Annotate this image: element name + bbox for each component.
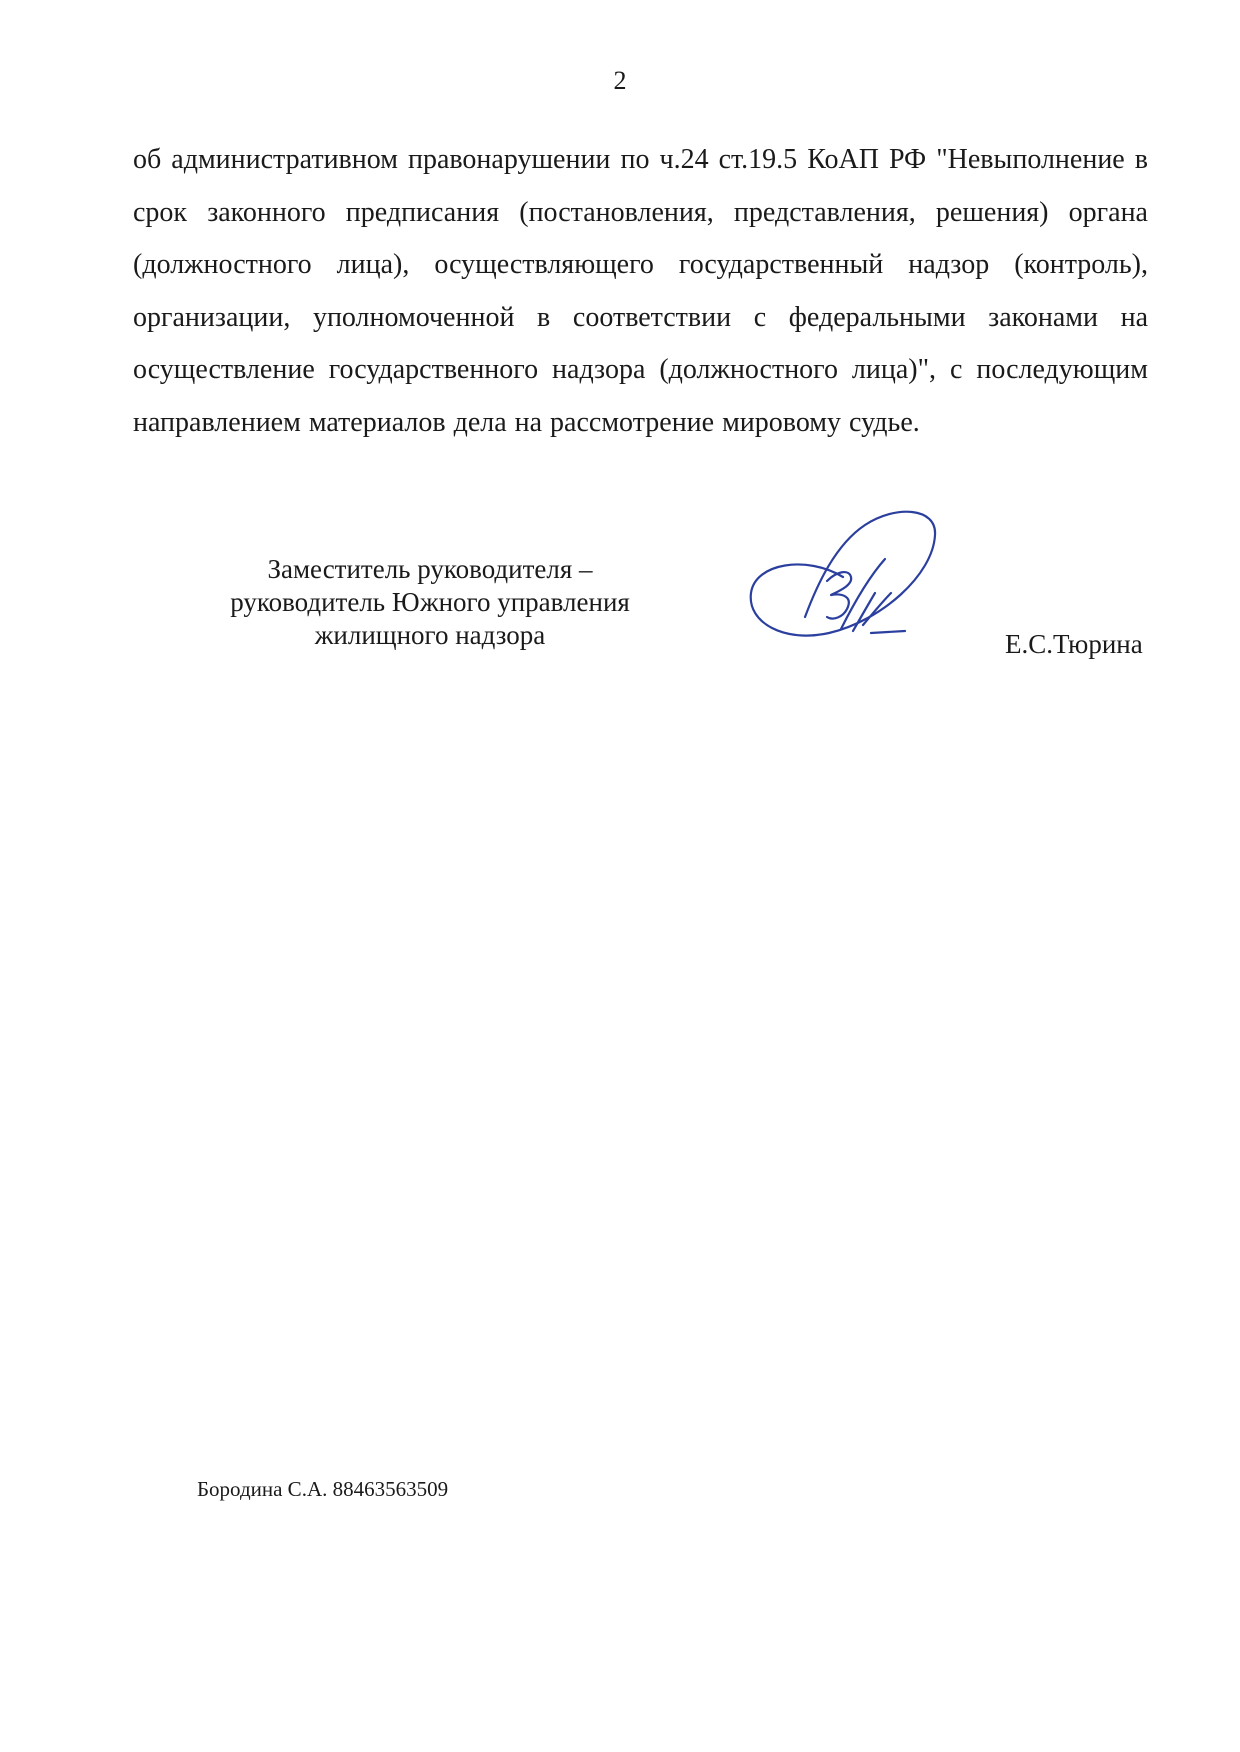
body-paragraph: об административном правонарушении по ч.24 ст.19.5 КоАП РФ "Невыполнение в срок законного предписания (постановления, представления, решения) органа (должностного лица), осуществляющего государственный надзор (контроль), организации, уполномоченной в соответствии с федеральными законами на осуществление государственного надзора (должностного лица)", с последующим направлением материалов дела на рассмотрение мировому судье. <box>133 144 1148 438</box>
signatory-title-line-2: руководитель Южного управления <box>230 587 630 617</box>
signatory-title-line-1: Заместитель руководителя – <box>267 554 593 584</box>
signatory-name: Е.С.Тюрина <box>1005 629 1143 659</box>
page-number: 2 <box>613 66 627 95</box>
executor-contact: Бородина С.А. 88463563509 <box>197 1477 449 1501</box>
signature-icon <box>745 505 955 655</box>
signatory-title-line-3: жилищного надзора <box>314 620 546 650</box>
signatory-title <box>190 553 670 652</box>
